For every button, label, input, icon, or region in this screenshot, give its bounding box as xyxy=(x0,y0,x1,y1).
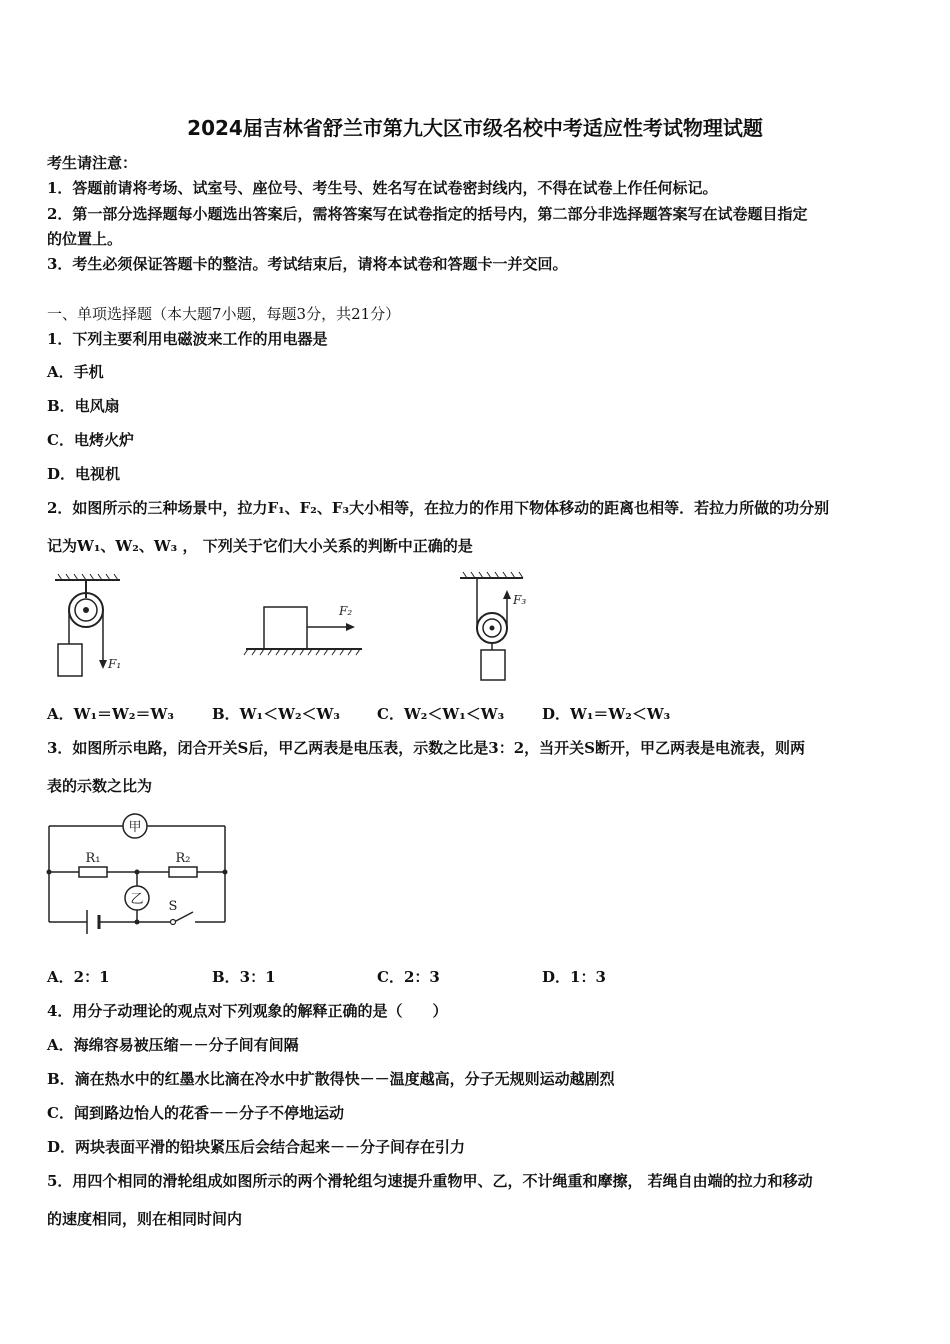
q3-meter-jia-label: 甲 xyxy=(128,820,142,835)
q2-stem-1: 2．如图所示的三种场景中，拉力F₁、F₂、F₃大小相等，在拉力的作用下物体移动的距离也相等．若拉力所做的功分别 xyxy=(47,499,830,517)
q2-option-b: B．W₁＜W₂＜W₃ xyxy=(212,705,340,723)
q3-option-b: B．3：1 xyxy=(212,968,276,986)
notice-item-2a: 2．第一部分选择题每小题选出答案后，需将答案写在试卷指定的括号内，第二部分非选择题答案写在试卷题目指定 xyxy=(47,205,808,223)
q3-option-c: C．2：3 xyxy=(377,968,440,986)
q2-option-c: C．W₂＜W₁＜W₃ xyxy=(377,705,505,723)
q4-stem: 4．用分子动理论的观点对下列观象的解释正确的是（ ） xyxy=(47,1002,448,1020)
section-heading: 一、单项选择题（本大题7小题，每题3分，共21分） xyxy=(47,305,401,323)
q3-switch-label: S xyxy=(168,899,178,914)
q1-option-c: C．电烤火炉 xyxy=(47,431,134,449)
notice-item-3: 3．考生必须保证答题卡的整洁。考试结束后，请将本试卷和答题卡一并交回。 xyxy=(47,255,568,273)
q1-option-b: B．电风扇 xyxy=(47,397,120,415)
q3-stem-1: 3．如图所示电路，闭合开关S后，甲乙两表是电压表，示数之比是3：2，当开关S断开，甲乙两表是电流表，则两 xyxy=(47,739,805,757)
q2-figure-fixed-pulley xyxy=(50,572,140,682)
q2-option-a: A．W₁＝W₂＝W₃ xyxy=(47,705,174,723)
notice-heading: 考生请注意： xyxy=(47,154,138,172)
q1-stem: 1．下列主要利用电磁波来工作的用电器是 xyxy=(47,330,328,348)
q2-figure-movable-pulley xyxy=(455,570,545,685)
notice-item-1: 1．答题前请将考场、试室号、座位号、考生号、姓名写在试卷密封线内，不得在试卷上作任何标记。 xyxy=(47,179,718,197)
q5-stem-2: 的速度相同，则在相同时间内 xyxy=(47,1210,243,1228)
q2-figure-f3-label: F₃ xyxy=(513,593,527,607)
q3-option-d: D．1：3 xyxy=(542,968,606,986)
q4-option-c: C．闻到路边怡人的花香－－分子不停地运动 xyxy=(47,1104,344,1122)
q2-figure-f2-label: F₂ xyxy=(339,604,353,618)
q5-stem-1: 5．用四个相同的滑轮组成如图所示的两个滑轮组匀速提升重物甲、乙，不计绳重和摩擦， 若绳自由端的拉力和移动 xyxy=(47,1172,813,1190)
q4-option-b: B．滴在热水中的红墨水比滴在冷水中扩散得快－－温度越高，分子无规则运动越剧烈 xyxy=(47,1070,615,1088)
q2-figure-f1-label: F₁ xyxy=(108,657,122,671)
q3-meter-yi-label: 乙 xyxy=(130,892,144,907)
q2-option-d: D．W₁＝W₂＜W₃ xyxy=(542,705,671,723)
q1-option-a: A．手机 xyxy=(47,363,104,381)
q3-stem-2: 表的示数之比为 xyxy=(47,777,153,795)
q4-option-d: D．两块表面平滑的铅块紧压后会结合起来－－分子间存在引力 xyxy=(47,1138,466,1156)
q4-option-a: A．海绵容易被压缩－－分子间有间隔 xyxy=(47,1036,299,1054)
notice-item-2b: 的位置上。 xyxy=(47,230,123,248)
q3-option-a: A．2：1 xyxy=(47,968,110,986)
q3-r1-label: R₁ xyxy=(85,851,101,866)
q3-r2-label: R₂ xyxy=(175,851,191,866)
q1-option-d: D．电视机 xyxy=(47,465,121,483)
q3-circuit-diagram xyxy=(47,812,232,942)
page-title: 2024届吉林省舒兰市第九大区市级名校中考适应性考试物理试题 xyxy=(187,116,763,140)
q2-stem-2: 记为W₁、W₂、W₃ ， 下列关于它们大小关系的判断中正确的是 xyxy=(47,537,473,555)
q2-figure-horizontal-pull xyxy=(244,595,369,660)
